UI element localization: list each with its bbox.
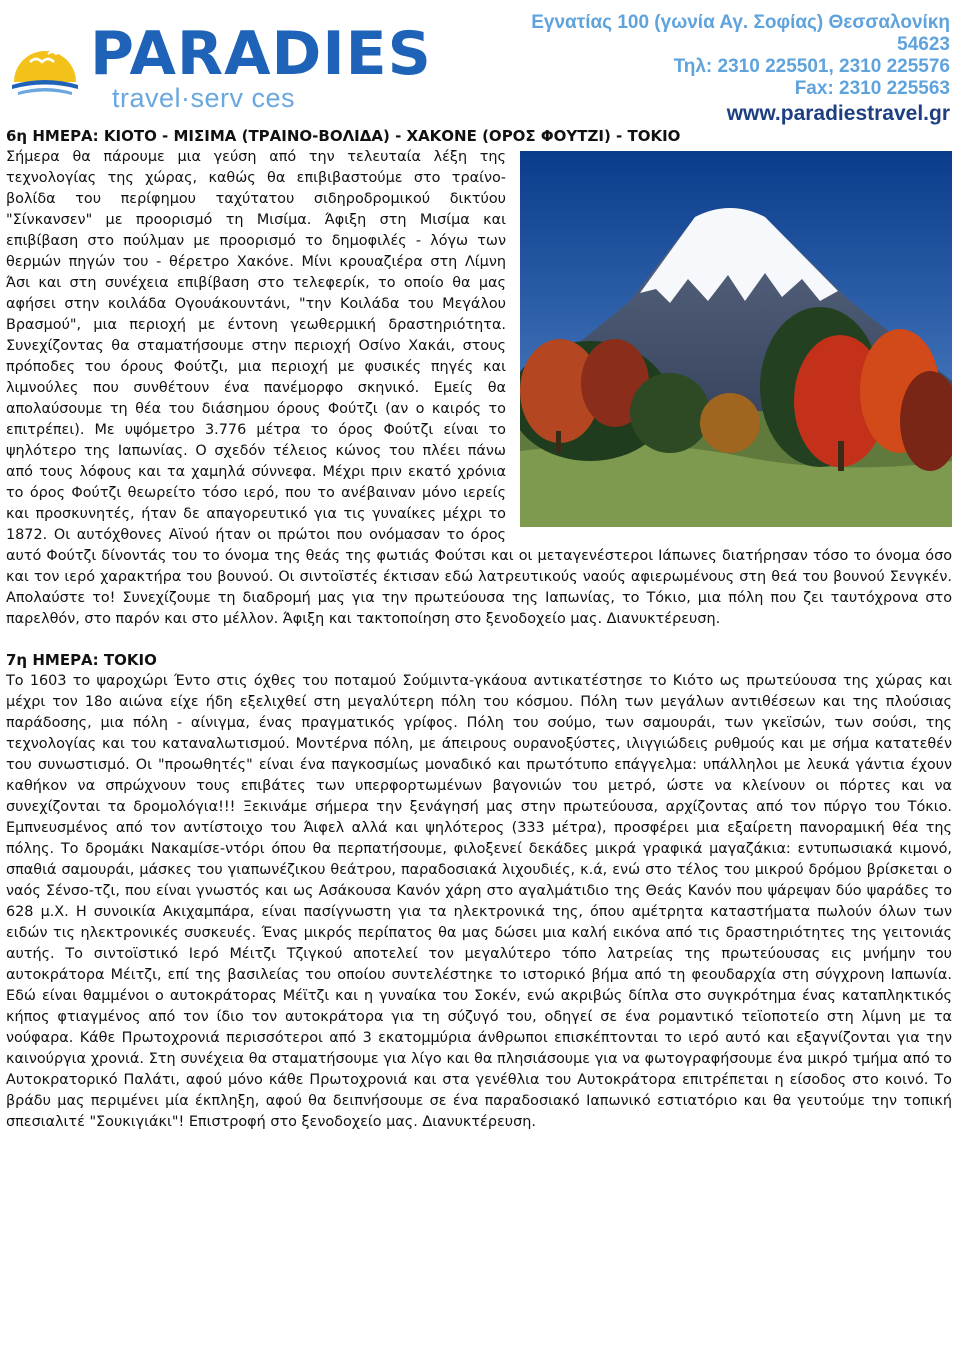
contact-block: [530, 12, 950, 125]
page-header: [0, 0, 960, 125]
day6-description: Σήμερα θα πάρουμε μια γεύση από την τελευταία λέξη της τεχνολογίας της χώρας, καθώς θα επιβιβαστούμε στο τραίνο-βολίδα του περίφημου ταχύτατου σιδηροδρομικού δικτύου "Σίνκανσεν" με προορισμό τη Μισίμα. Άφιξη στη Μισίμα και επιβίβαση στο πούλμαν με προορισμό το δημοφιλές - λόγω των θερμών πηγών του - θέρετρο Χακόνε. Μίνι κρουαζιέρα στη Λίμνη Άσι και στη συνέχεια επιβίβαση στο τελεφερίκ, το οποίο θα μας αφήσει στην κοιλάδα Ογουάκουντάνι, "την Κοιλάδα του Μεγάλου Βρασμού", μια περιοχή με έντονη γεωθερμική δραστηριότητα. Συνεχίζοντας θα σταματήσουμε στην περιοχή Οσίνο Χακάι, στους πρόποδες του όρους Φούτζι, μια περιοχή με φυσικές πηγές και λιμνούλες που συνθέτουν ένα πανέμορφο σκηνικό. Εμείς θα απολαύσουμε τη θέα του διάσημου όρους Φούτζι (αν ο καιρός το επιτρέπει). Με υψόμετρο 3.776 μέτρα το όρος Φούτζι είναι το ψηλότερο της Ιαπωνίας. Ο σχεδόν τέλειος κώνος του πλέει πάνω από τους λόφους και τα χαμηλά σύννεφα. Μέχρι πριν εκατό χρόνια το όρος Φούτζι θεωρείτο τόσο ιερό, που το ανέβαιναν μόνο ιερείς και προσκυνητές, ήταν δε απαγορευτικό για τις γυναίκες μέχρι το 1872. Οι αυτόχθονες Αϊνού ήταν οι πρώτοι που ονόμασαν το όρος αυτό Φούτζι δίνοντάς του το όνομα της θεάς της φωτιάς Φούτσι και οι μεταγενέστεροι Ιάπωνες διατήρησαν τόσο το όνομα όσο και τον ιερό χαρακτήρα του βουνού. Οι σιντοϊστές έκτισαν εδώ λατρευτικούς ναούς αφιερωμένους στη θεά του βουνού Σενγκέν. Απολαύστε το! Συνεχίζουμε τη διαδρομή μας για την πρωτεύουσα της Ιαπωνίας, το Τόκιο, μια πόλη που ζει ταυτόχρονα στο παρελθόν, στο παρόν και στο μέλλον. Άφιξη και τακτοποίηση στο ξενοδοχείο μας. Διανυκτέρευση.: [6, 149, 952, 627]
section-spacer: [6, 630, 952, 650]
day7-title: 7η ΗΜΕΡΑ: ΤΟΚΙΟ: [6, 651, 157, 669]
day7-description: Το 1603 το ψαροχώρι Έντο στις όχθες του ποταμού Σούμιντα-γκάουα αντικατέστησε το Κιότο ως πρωτεύουσα της χώρας και μέχρι τον 18ο αιώνα είχε ήδη εξελιχθεί στη μεγαλύτερη πόλη του κόσμου. Πόλη των μεγάλων αντιθέσεων και της πλούσιας παράδοσης, μια πόλη - αίνιγμα, ένας πραγματικός γρίφος. Πόλη του σούμο, των σαμουράι, των γκεϊσών, των σούσι, της τεχνολογίας και του καταναλωτισμού. Μοντέρνα πόλη, με άπειρους ουρανοξύστες, ιλιγγιώδεις ρυθμούς και με σήμα κατατεθέν του συνωστισμό. Οι "προωθητές" είναι ένα παγκοσμίως μοναδικό και πρωτότυπο επάγγελμα: υπάλληλοι με λευκά γάντια έχουν καθήκον να σπρώχνουν τους επιβάτες των υπερφορτωμένων βαγονιών του μετρό, ώστε να κλείνουν οι πόρτες και να συνεχίζονται τα δρομολόγια!!! Ξεκινάμε σήμερα την ξενάγησή μας στην πρωτεύουσα, αρχίζοντας από τον πύργο του Τόκιο. Εμπνευσμένος από τον αντίστοιχο του Άιφελ αλλά και ψηλότερος (333 μέτρα), προσφέρει μια εξαίρετη πανοραμική θέα της πόλης. Το δρομάκι Νακαμίσε-ντόρι όπου θα περπατήσουμε, φιλοξενεί δεκάδες μικρά γραφικά μαγαζάκια: εντυπωσιακά κιμονό, σπαθιά σαμουράι, μάσκες του γιαπωνέζικου θεάτρου, παραδοσιακά λιχουδιές, κ.ά, ενώ στο τέλος του μικρού δρόμου βρίσκεται ο ναός Σένσο-τζι, που είναι γνωστός και ως Ασάκουσα Κανόν χάρη στο αγαλμάτιδιο της Θεάς Κανόν που ψάρεψαν δύο ψαράδες το 628 μ.Χ. Η συνοικία Ακιχαμπάρα, είναι πασίγνωστη για τα ηλεκτρονικά της, όπου αμέτρητα καταστήματα πωλούν όλων των ειδών τις ηλεκτρονικές συσκευές. Ένας μικρός περίπατος θα μας δώσει μια καλή εικόνα από τις δραστηριότητες της γειτονιάς αυτής. Το σιντοϊστικό Ιερό Μέιτζι Τζιγκού αποτελεί τον μεγαλύτερο τόπο λατρείας της πρωτεύουσας εις μνήμην του αυτοκράτορα Μέιτζι, επί της βασιλείας του οποίου συντελέστηκε το ιστορικό βήμα από τη φεουδαρχία στη σύγχρονη Ιαπωνία. Εδώ είναι θαμμένοι ο αυτοκράτορας Μέϊτζι και η γυναίκα του Σοκέν, ενώ ακριβώς δίπλα στο συγκρότημα ένας καταπληκτικός κήπος φτιαγμένος από τον ίδιο τον αυτοκράτορα για τη σύζυγό του, οδηγεί σε ένα ρομαντικό τεϊοποτείο στη λίμνη με τα νούφαρα. Κάθε Πρωτοχρονιά περισσότεροι από 3 εκατομμύρια άνθρωποι επισκέπτονται το ιερό αυτό και εξαγνίζονται για την καινούργια χρονιά. Στη συνέχεια θα σταματήσουμε για λίγο και θα πλησιάσουμε για να φωτογραφήσουμε ένα μικρό τμήμα από το Αυτοκρατορικό Παλάτι, αφού μόνο κάθε Πρωτοχρονιά και στα γενέθλια του Αυτοκράτορα επιτρέπεται η είσοδος στο κοινό. Το βράδυ μας περιμένει μία έκπληξη, αφού θα δειπνήσουμε σε ένα παραδοσιακό Ιαπωνικό εστιατόριο και θα γευτούμε την τοπική σπεσιαλιτέ "Σουκιγιάκι"! Επιστροφή στο ξενοδοχείο μας. Διανυκτέρευση.: [6, 673, 952, 1130]
paradies-logo[interactable]: [8, 14, 432, 114]
brand-name: PARADIES: [90, 19, 432, 89]
contact-address: Εγνατίας 100 (γωνία Αγ. Σοφίας) Θεσσαλονίκη 54623: [531, 12, 950, 55]
contact-fax: Fax: 2310 225563: [794, 78, 950, 99]
day6-title: 6η ΗΜΕΡΑ: ΚΙΟΤΟ - ΜΙΣΙΜΑ (ΤΡΑΙΝΟ-ΒΟΛΙΔΑ) - ΧΑΚΟΝΕ (ΟΡΟΣ ΦΟΥΤΖΙ) - ΤΟΚΙΟ: [6, 127, 681, 145]
mount-fuji-photo: [520, 151, 952, 527]
sun-seagull-logo-icon: [8, 42, 82, 96]
brand-tagline: travel·serv ces: [112, 83, 296, 113]
contact-phone: Τηλ: 2310 225501, 2310 225576: [673, 56, 950, 77]
itinerary-content: [6, 126, 952, 1133]
contact-website-link[interactable]: www.paradiestravel.gr: [726, 102, 950, 125]
